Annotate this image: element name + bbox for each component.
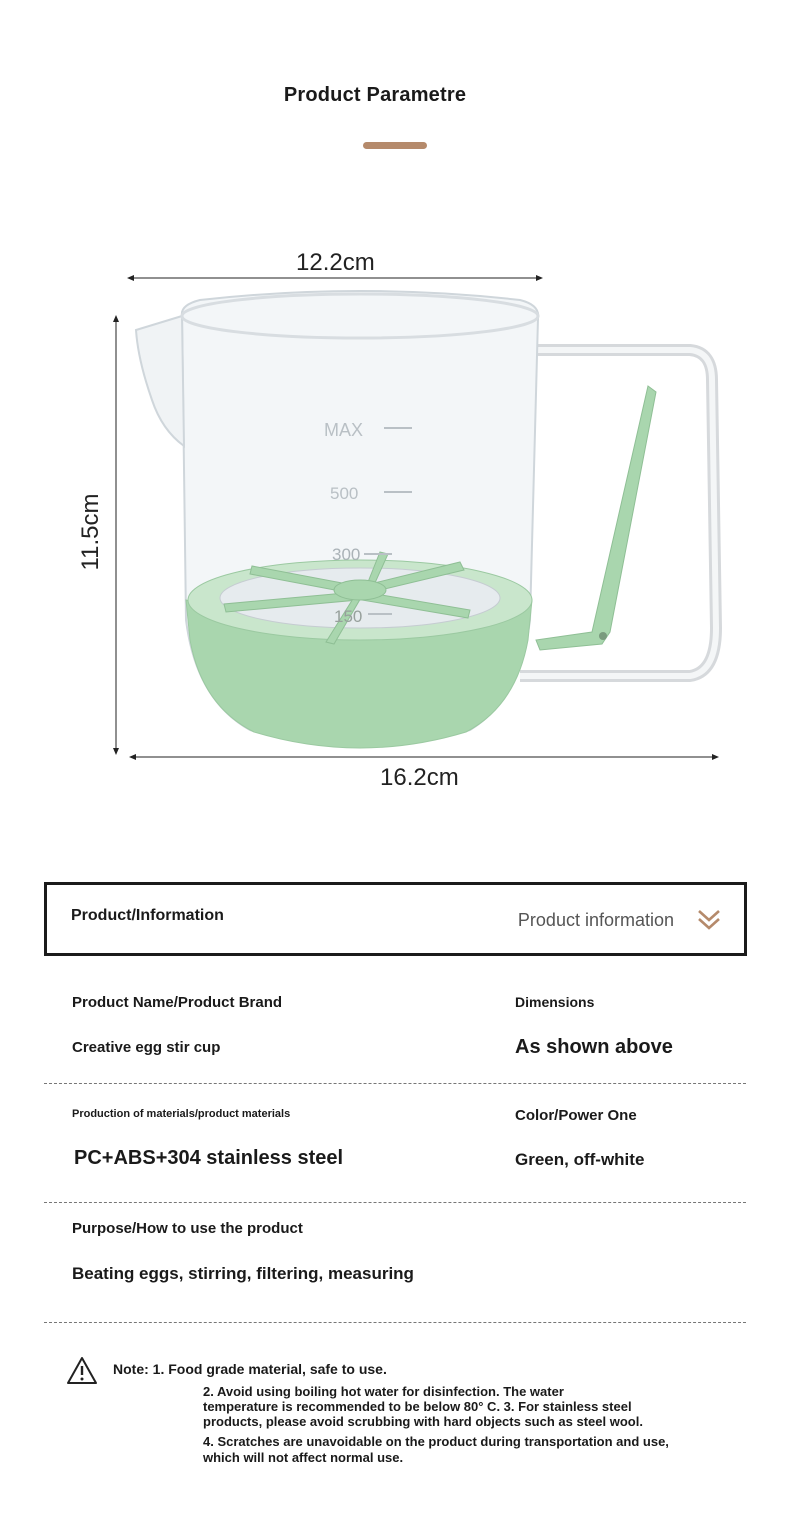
divider [44,1202,746,1203]
note-line-3: temperature is recommended to be below 80° C. 3. For stainless steel [203,1399,632,1414]
product-name-value: Creative egg stir cup [72,1039,221,1056]
divider [44,1083,746,1084]
color-value: Green, off-white [515,1150,645,1169]
double-chevron-down-icon [696,907,722,933]
scale-mark-300: 300 [332,545,361,564]
note-line-2: 2. Avoid using boiling hot water for disinfection. The water [203,1384,564,1399]
dimensions-label: Dimensions [515,994,595,1010]
materials-value: PC+ABS+304 stainless steel [74,1147,344,1169]
divider [44,1322,746,1323]
height-label: 11.5cm [77,493,104,571]
page-title: Product Parametre [283,84,467,106]
title-accent-bar [363,142,427,149]
scale-mark-150: 150 [334,607,363,626]
note-line-4: products, please avoid scrubbing with hard objects such as steel wool. [203,1414,643,1429]
scale-mark-max: MAX [324,420,364,440]
product-name-label: Product Name/Product Brand [72,994,283,1011]
info-header-left-label: Product/Information [71,907,224,924]
info-header-right-label: Product information [517,910,674,930]
dimensions-value: As shown above [515,1036,673,1058]
green-lever [536,386,656,650]
cup-handle [520,350,716,676]
purpose-value: Beating eggs, stirring, filtering, measuring [72,1264,414,1283]
egg-stir-cup-illustration [0,230,790,830]
width-top-label: 12.2cm [296,249,375,276]
materials-label: Production of materials/product materials [72,1108,291,1120]
purpose-label: Purpose/How to use the product [72,1220,303,1237]
warning-triangle-icon [66,1356,98,1386]
product-figure [0,230,790,830]
cup-spout [136,316,184,446]
note-line-5: 4. Scratches are unavoidable on the product during transportation and use, [203,1434,669,1449]
color-label: Color/Power One [515,1107,637,1124]
note-line-6: which will not affect normal use. [203,1450,404,1465]
scale-mark-500: 500 [330,484,359,503]
note-line-1: Note: 1. Food grade material, safe to use. [113,1361,387,1377]
product-information-header [44,882,747,956]
width-bottom-label: 16.2cm [380,764,459,791]
